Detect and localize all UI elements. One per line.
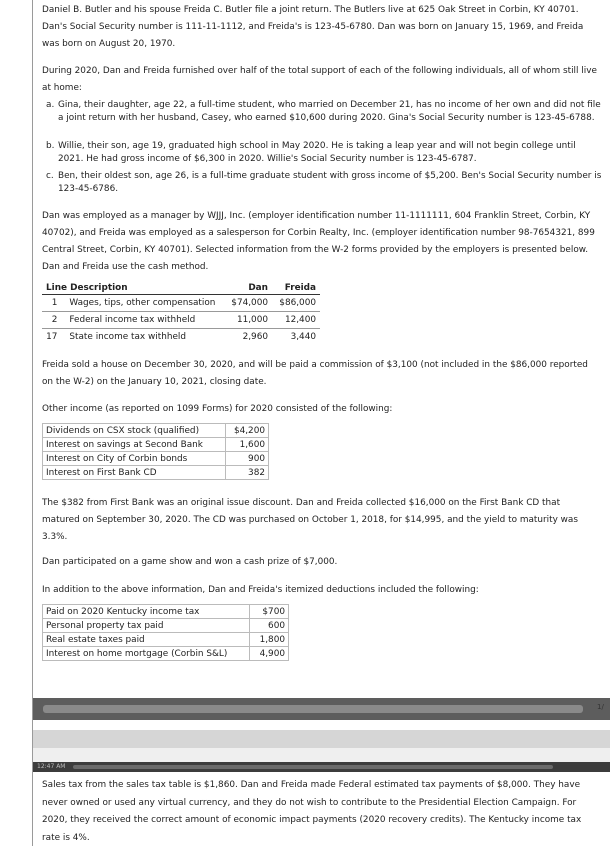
dependent-item — [46, 140, 602, 166]
dependent-item — [46, 170, 602, 196]
w2-row — [42, 312, 320, 329]
w2-header-freida: Freida — [272, 282, 320, 295]
page-number-marker: 1/ — [597, 703, 604, 711]
employment-paragraph: Dan was employed as a manager by WJJJ, Inc. (employer identification number 11-1111111, 604 Franklin Street, Corbin, KY 40702), and Freida was employed as a salesperson for Corbin Realty, Inc. (employer identification number 98-7654321, 899 Central Street, Corbin, KY 40701). Selected information from the W-2 forms provided by the employers is presented below. Dan and Freida use the cash method. — [42, 211, 595, 272]
w2-dan-value: 11,000 — [220, 312, 272, 329]
w2-dan-value: 2,960 — [220, 329, 272, 346]
other-income-intro: Other income (as reported on 1099 Forms) for 2020 consisted of the following: — [42, 404, 393, 414]
itemized-amount: 1,800 — [250, 633, 289, 647]
itemized-deductions-table — [42, 604, 289, 661]
w2-dan-value: $74,000 — [231, 298, 268, 308]
page-break-gap — [33, 748, 610, 762]
page-break-gap — [33, 730, 610, 748]
w2-line-number: 1 — [51, 298, 58, 308]
itemized-description: Interest on home mortgage (Corbin S&L) — [43, 647, 250, 661]
dependent-item — [46, 99, 602, 125]
other-income-row — [43, 438, 269, 452]
itemized-description: Real estate taxes paid — [43, 633, 250, 647]
dependent-text: Ben, their oldest son, age 26, is a full-time graduate student with gross income of $5,200. Ben's Social Security number is 123-45-6786. — [58, 171, 602, 194]
itemized-amount: 600 — [250, 619, 289, 633]
itemized-row — [43, 647, 289, 661]
w2-freida-value: 12,400 — [272, 312, 320, 329]
w2-header-row — [42, 282, 320, 295]
time-marker: 12:47 AM — [37, 763, 66, 770]
income-amount: 1,600 — [226, 438, 269, 452]
itemized-description: Personal property tax paid — [43, 619, 250, 633]
itemized-description: Paid on 2020 Kentucky income tax — [43, 605, 250, 619]
itemized-row — [43, 619, 289, 633]
dependent-label: b. — [46, 141, 55, 151]
income-description: Interest on City of Corbin bonds — [43, 452, 226, 466]
w2-header-dan: Dan — [220, 282, 272, 295]
oid-paragraph: The $382 from First Bank was an original issue discount. Dan and Freida collected $16,000 on the First Bank CD that matured on September 30, 2020. The CD was purchased on October 1, 2018, for $14,995, and the yield to maturity was 3.3%. — [42, 498, 578, 542]
dependent-text: Gina, their daughter, age 22, a full-time student, who married on December 21, has no income of her own and did not file a joint return with her husband, Casey, who earned $10,600 during 2020. Gina's Social Security number is 123-45-6788. — [58, 100, 601, 123]
income-amount: 900 — [226, 452, 269, 466]
other-income-row — [43, 452, 269, 466]
itemized-row — [43, 633, 289, 647]
income-description: Interest on First Bank CD — [43, 466, 226, 480]
w2-row — [42, 329, 320, 346]
dependent-label: c. — [46, 171, 54, 181]
dependent-label: a. — [46, 100, 55, 110]
blurred-header-text — [73, 765, 553, 769]
w2-freida-value: $86,000 — [279, 298, 316, 308]
w2-description: State income tax withheld — [65, 329, 220, 346]
house-sale-paragraph: Freida sold a house on December 30, 2020, and will be paid a commission of $3,100 (not included in the $86,000 reported on the W-2) on the January 10, 2021, closing date. — [42, 360, 588, 387]
other-income-row — [43, 466, 269, 480]
support-intro: During 2020, Dan and Freida furnished over half of the total support of each of the following individuals, all of whom still live at home: — [42, 66, 597, 93]
other-income-row — [43, 424, 269, 438]
itemized-amount: 4,900 — [250, 647, 289, 661]
page-header-band — [33, 762, 610, 772]
other-income-table — [42, 423, 269, 480]
blurred-footer-text — [43, 705, 583, 713]
w2-line-number: 2 — [42, 312, 65, 329]
w2-description: Wages, tips, other compensation — [69, 298, 216, 308]
w2-freida-value: 3,440 — [272, 329, 320, 346]
w2-description: Federal income tax withheld — [65, 312, 220, 329]
itemized-intro: In addition to the above information, Dan and Freida's itemized deductions included the following: — [42, 585, 479, 595]
w2-table — [42, 282, 320, 345]
income-amount: $4,200 — [226, 424, 269, 438]
intro-paragraph: Daniel B. Butler and his spouse Freida C. Butler file a joint return. The Butlers live at 625 Oak Street in Corbin, KY 40701. Dan's Social Security number is 111-11-1112, and Freida's is 123-45-6780. Dan was born on January 15, 1969, and Freida was born on August 20, 1970. — [42, 5, 584, 49]
itemized-row — [43, 605, 289, 619]
closing-paragraph: Sales tax from the sales tax table is $1,860. Dan and Freida made Federal estimated tax payments of $8,000. They have never owned or used any virtual currency, and they do not wish to contribute to the Presidential Election Campaign. For 2020, they received the correct amount of economic impact payments (2020 recovery credits). The Kentucky income tax rate is 4%. — [42, 780, 582, 843]
itemized-amount: $700 — [250, 605, 289, 619]
income-description: Interest on savings at Second Bank — [43, 438, 226, 452]
income-amount: 382 — [226, 466, 269, 480]
income-description: Dividends on CSX stock (qualified) — [43, 424, 226, 438]
w2-row — [42, 295, 320, 312]
page-footer-band — [33, 698, 610, 720]
w2-header-description: Line Description — [42, 282, 220, 295]
dependent-text: Willie, their son, age 19, graduated high school in May 2020. He is taking a leap year and will not begin college until 2021. He had gross income of $6,300 in 2020. Willie's Social Security number is 123-45-6787. — [58, 141, 576, 164]
game-show-paragraph: Dan participated on a game show and won a cash prize of $7,000. — [42, 557, 338, 567]
w2-line-number: 17 — [42, 329, 65, 346]
